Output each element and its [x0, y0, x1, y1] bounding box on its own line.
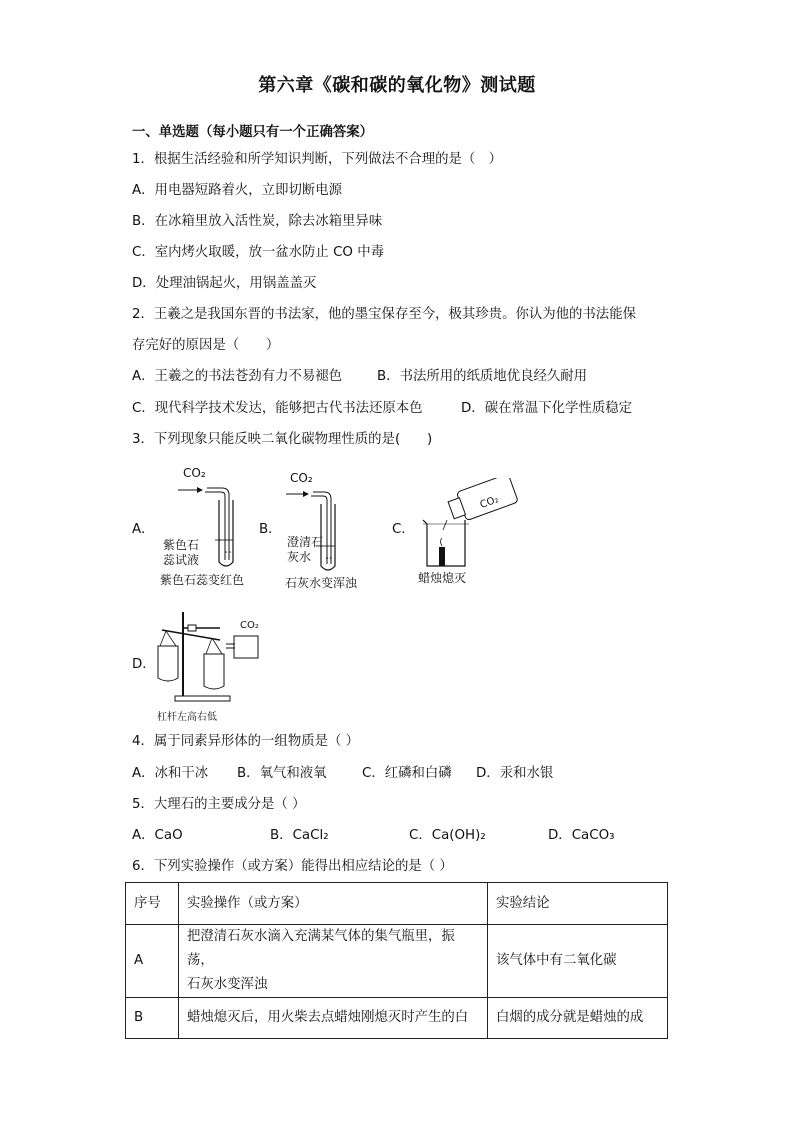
- q5-stem: 5．大理石的主要成分是（ ）: [132, 797, 306, 812]
- q3-label-c: C．: [392, 522, 415, 537]
- q3-label-d: D．: [132, 657, 156, 672]
- q5-option-b: B．CaCl₂: [270, 828, 329, 843]
- figb-caption: 石灰水变浑浊: [285, 576, 358, 590]
- figb-liquid-label-1: 澄清石: [287, 535, 324, 549]
- operation-line-1: 蜡烛熄灭后，用火柴去点蜡烛刚熄灭时产生的白: [187, 1010, 469, 1025]
- q2-option-c: C．现代科学技术发达，能够把古代书法还原本色: [132, 401, 423, 416]
- table-cell-id: A: [126, 925, 179, 998]
- q6-table: [125, 882, 668, 1039]
- q1-option-a: A．用电器短路着火，立即切断电源: [132, 183, 343, 198]
- operation-line-1: 把澄清石灰水滴入充满某气体的集气瓶里，振荡，: [187, 929, 455, 968]
- figa-gas-label: CO₂: [183, 466, 206, 480]
- q4-option-b: B．氧气和液氧: [237, 766, 327, 781]
- page-title: 第六章《碳和碳的氧化物》测试题: [258, 75, 536, 96]
- table-header-result: 实验结论: [488, 883, 668, 925]
- q6-stem: 6．下列实验操作（或方案）能得出相应结论的是（ ）: [132, 859, 453, 874]
- q4-option-d: D．汞和水银: [476, 766, 554, 781]
- q2-stem-line1: 2．王羲之是我国东晋的书法家，他的墨宝保存至今，极其珍贵。你认为他的书法能保: [132, 307, 636, 322]
- q5-option-d: D．CaCO₃: [548, 828, 615, 843]
- figa-liquid-label-1: 紫色石: [163, 538, 200, 552]
- table-cell-result: 该气体中有二氧化碳: [488, 925, 668, 998]
- q3-stem: 3．下列现象只能反映二氧化碳物理性质的是( ): [132, 432, 433, 447]
- table-header-id: 序号: [126, 883, 179, 925]
- q3-label-b: B．: [259, 522, 282, 537]
- q5-option-a: A．CaO: [132, 828, 183, 843]
- table-header-row: [126, 883, 668, 925]
- q1-stem: 1．根据生活经验和所学知识判断，下列做法不合理的是（ ）: [132, 152, 503, 167]
- q3-label-a: A．: [132, 522, 155, 537]
- q1-option-c: C．室内烤火取暖，放一盆水防止 CO 中毒: [132, 245, 385, 260]
- figb-liquid-label-2: 灰水: [287, 550, 312, 564]
- table-header-operation: 实验操作（或方案）: [179, 883, 488, 925]
- q1-option-b: B．在冰箱里放入活性炭，除去冰箱里异味: [132, 214, 383, 229]
- q2-option-b: B．书法所用的纸质地优良经久耐用: [377, 369, 588, 384]
- figc-caption: 蜡烛熄灭: [418, 571, 467, 585]
- table-cell-result: 白烟的成分就是蜡烛的成: [488, 998, 668, 1039]
- figa-caption: 紫色石蕊变红色: [160, 573, 245, 587]
- operation-line-2: 石灰水变浑浊: [187, 977, 268, 992]
- q4-option-a: A．冰和干冰: [132, 766, 209, 781]
- table-cell-id: B: [126, 998, 179, 1039]
- q5-option-c: C．Ca(OH)₂: [409, 828, 486, 843]
- svg-text:∘∘: ∘∘: [325, 555, 333, 562]
- table-cell-operation: [179, 998, 488, 1039]
- q2-stem-line2: 存完好的原因是（ ）: [132, 338, 280, 353]
- figd-gas-label: CO₂: [240, 620, 259, 631]
- q2-option-a: A．王羲之的书法苍劲有力不易褪色: [132, 369, 343, 384]
- table-cell-operation: [179, 925, 488, 998]
- q4-option-c: C．红磷和白磷: [362, 766, 452, 781]
- figa-liquid-label-2: 蕊试液: [163, 553, 200, 567]
- figc-diagram: [415, 478, 530, 568]
- q1-option-d: D．处理油锅起火，用锅盖盖灭: [132, 276, 317, 291]
- q4-stem: 4．属于同素异形体的一组物质是（ ）: [132, 734, 360, 749]
- section-heading: 一、单选题（每小题只有一个正确答案）: [132, 125, 374, 140]
- q2-option-d: D．碳在常温下化学性质稳定: [461, 401, 632, 416]
- figc-gas-label: CO₂: [478, 494, 501, 511]
- svg-text:∘∘: ∘∘: [224, 549, 232, 556]
- figd-caption: 杠杆左高右低: [157, 712, 217, 723]
- figb-gas-label: CO₂: [290, 471, 313, 485]
- table-row: [126, 998, 668, 1039]
- table-row: [126, 925, 668, 998]
